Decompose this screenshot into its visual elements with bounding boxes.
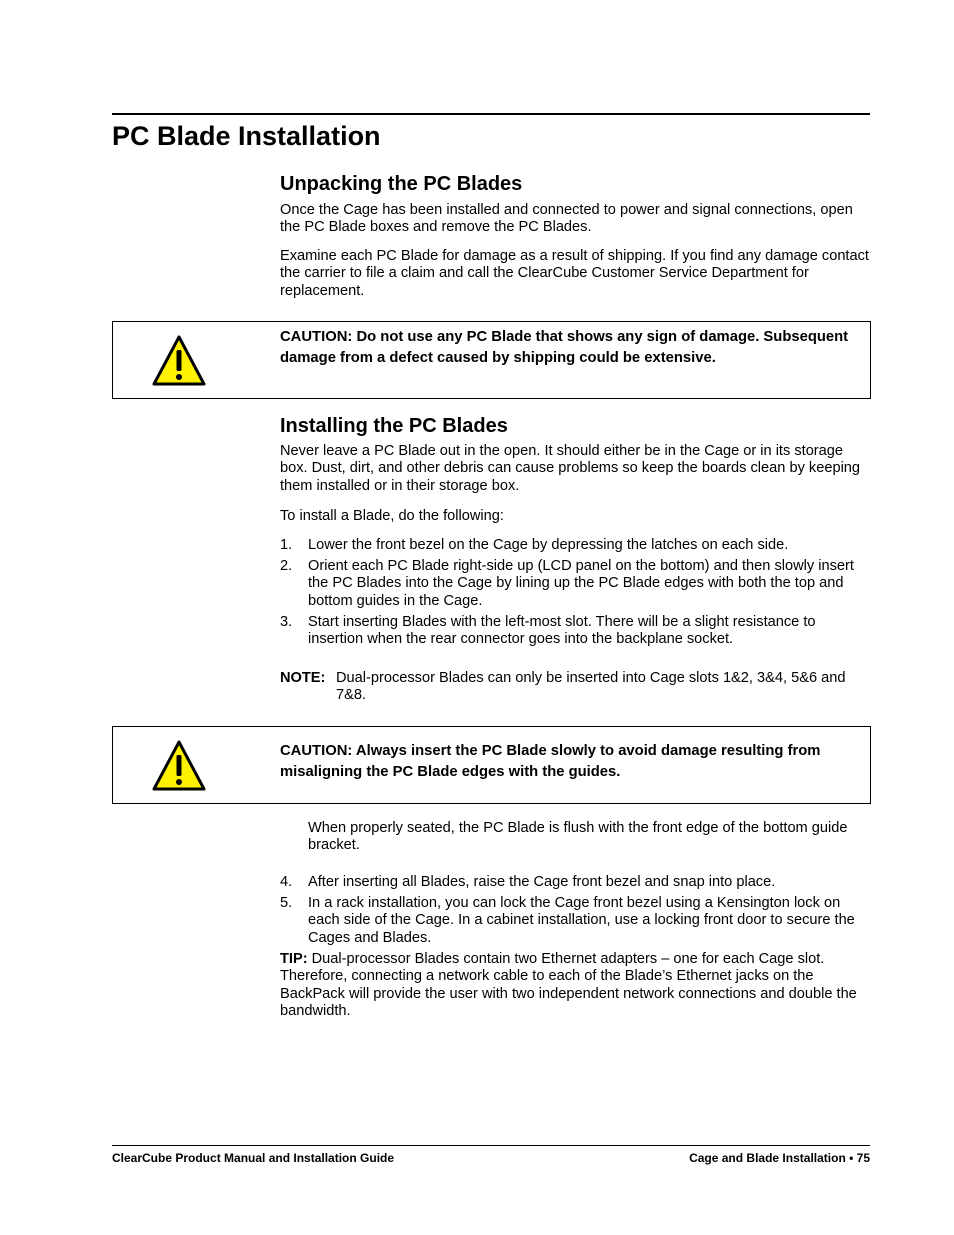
list-item-step-1	[280, 537, 870, 554]
caution-text-2: CAUTION: Always insert the PC Blade slowly to avoid damage resulting from misaligning the PC Blade edges with the guides.	[280, 743, 821, 780]
list-item-step-2	[280, 558, 870, 610]
step-text: Start inserting Blades with the left-most slot. There will be a slight resistance to insertion when the rear connector goes into the backplane socket.	[308, 614, 816, 648]
step-number: 2.	[280, 558, 293, 574]
page-title: PC Blade Installation	[112, 121, 381, 151]
step-number: 4.	[280, 874, 293, 890]
caution-box-1	[112, 321, 871, 399]
caution-box-2	[112, 726, 871, 804]
step-text: After inserting all Blades, raise the Cage front bezel and snap into place.	[308, 874, 776, 890]
step-text: Lower the front bezel on the Cage by depressing the latches on each side.	[308, 537, 789, 553]
tip-text: Dual-processor Blades contain two Ethernet adapters – one for each Cage slot. Therefore, connecting a network cable to each of the Blade’s Ethernet jacks on the BackPack will provide the user with two independent network connections and double the bandwidth.	[280, 951, 857, 1019]
note-block	[280, 670, 870, 705]
tip-paragraph	[280, 951, 870, 1020]
step-number: 5.	[280, 895, 293, 911]
step-text: In a rack installation, you can lock the Cage front bezel using a Kensington lock on each side of the Cage. In a cabinet installation, use a locking front door to secure the Cages and Blades.	[308, 895, 855, 946]
unpacking-paragraph-1: Once the Cage has been installed and connected to power and signal connections, open the PC Blade boxes and remove the PC Blades.	[280, 202, 853, 236]
list-item-step-5	[280, 895, 870, 947]
installing-paragraph-2: To install a Blade, do the following:	[280, 508, 504, 524]
list-item-step-4	[280, 874, 870, 891]
step-number: 1.	[280, 537, 293, 553]
warning-triangle-icon	[151, 739, 207, 792]
top-rule	[112, 113, 870, 115]
step-text: Orient each PC Blade right-side up (LCD panel on the bottom) and then slowly insert the PC Blades into the Cage by lining up the PC Blade edges with both the top and bottom guides in the Cage.	[308, 558, 854, 609]
tip-label: TIP:	[280, 951, 308, 967]
note-label: NOTE:	[280, 670, 326, 686]
footer-rule	[112, 1145, 870, 1146]
step-number: 3.	[280, 614, 293, 630]
seated-paragraph: When properly seated, the PC Blade is flush with the front edge of the bottom guide bracket.	[308, 820, 848, 854]
unpacking-heading: Unpacking the PC Blades	[280, 173, 523, 195]
warning-triangle-icon	[151, 334, 207, 387]
caution-text-1: CAUTION: Do not use any PC Blade that shows any sign of damage. Subsequent damage from a defect caused by shipping could be extensive.	[280, 329, 849, 366]
installing-paragraph-1: Never leave a PC Blade out in the open. It should either be in the Cage or in its storage box. Dust, dirt, and other debris can cause problems so keep the boards clean by keeping them installed or in their storage box.	[280, 443, 861, 494]
footer-page-number: Cage and Blade Installation • 75	[689, 1151, 870, 1165]
note-text: Dual-processor Blades can only be inserted into Cage slots 1&2, 3&4, 5&6 and 7&8.	[336, 670, 846, 704]
installing-heading: Installing the PC Blades	[280, 415, 508, 437]
unpacking-paragraph-2: Examine each PC Blade for damage as a result of shipping. If you find any damage contact the carrier to file a claim and call the ClearCube Customer Service Department for replacement.	[280, 248, 869, 299]
footer-document-title: ClearCube Product Manual and Installation Guide	[112, 1151, 395, 1165]
list-item-step-3	[280, 614, 870, 649]
